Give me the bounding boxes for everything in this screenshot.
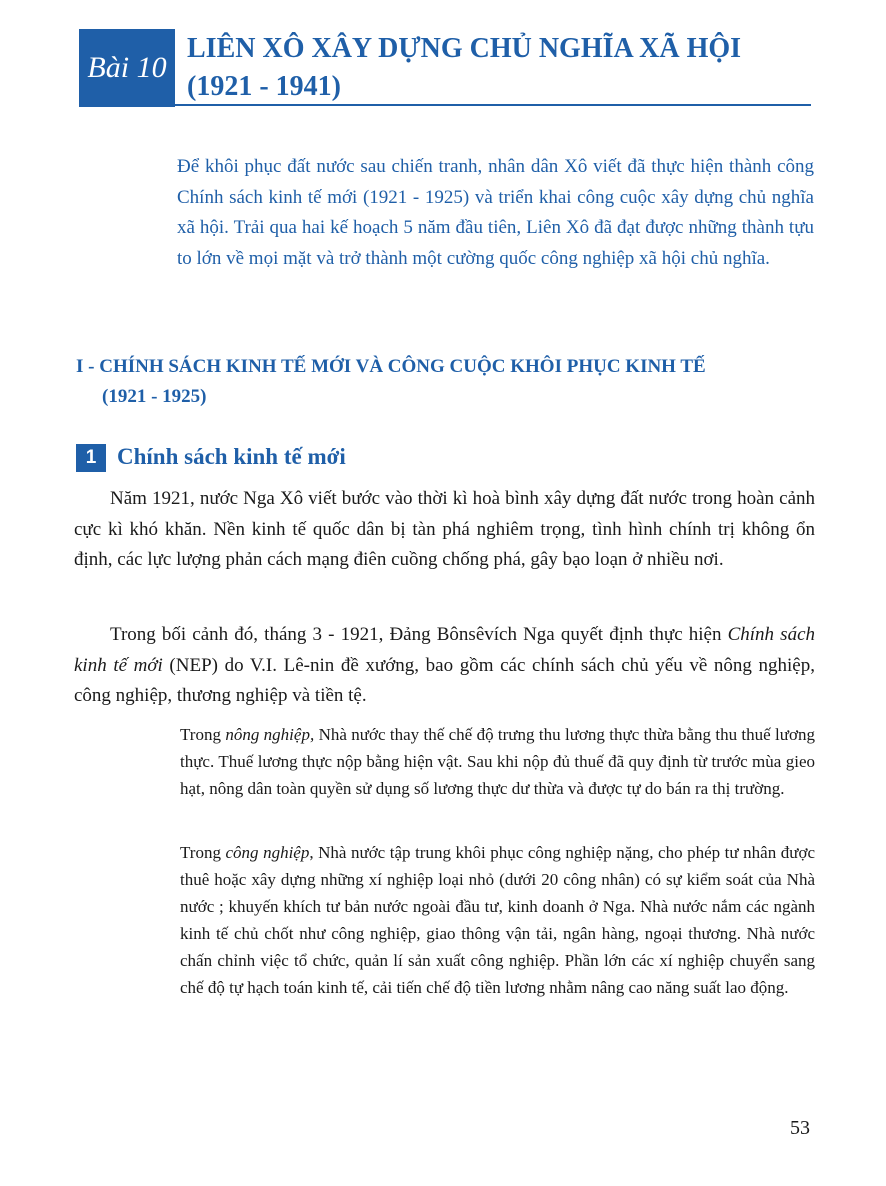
small2-emphasis: công nghiệp <box>225 843 310 862</box>
agriculture-paragraph <box>180 721 815 802</box>
section-heading <box>76 352 816 412</box>
header-rule <box>175 104 811 106</box>
para2-emphasis: Chính sách kinh tế mới <box>74 624 815 676</box>
body-paragraph-1 <box>74 484 815 576</box>
small1-after: Nhà nước thay thế chế độ trưng thu lương thực thừa bằng thu thuế lương thực. Thuế lương thực nộp bằng hiện vật. Sau khi nộp đủ thuế đã quy định từ trước mùa gieo hạt, nông dân toàn quyền sử dụng số lương thực dư thừa và được tự do bán ra thị trường. <box>180 725 815 798</box>
body-paragraph-2 <box>74 620 815 712</box>
lesson-title <box>187 30 741 106</box>
page-number: 53 <box>790 1117 810 1139</box>
small1-emphasis: nông nghiệp, <box>225 725 315 744</box>
para2-after: (NEP) do V.I. Lê-nin đề xướng, bao gồm các chính sách chủ yếu về nông nghiệp, công nghiệp, thương nghiệp và tiền tệ. <box>74 654 815 706</box>
body-paragraph-2-text <box>74 620 815 712</box>
body-paragraph-1-text: Năm 1921, nước Nga Xô viết bước vào thời kì hoà bình xây dựng đất nước trong hoàn cảnh cực kì khó khăn. Nền kinh tế quốc dân bị tàn phá nghiêm trọng, tình hình chính trị không ổn định, các lực lượng phản cách mạng điên cuồng chống phá, gây bạo loạn ở nhiều nơi. <box>74 488 815 570</box>
lesson-title-line2: (1921 - 1941) <box>187 71 341 102</box>
agriculture-paragraph-text <box>180 721 815 802</box>
lesson-badge <box>79 29 175 107</box>
industry-paragraph <box>180 839 815 1001</box>
intro-paragraph: Để khôi phục đất nước sau chiến tranh, nhân dân Xô viết đã thực hiện thành công Chính sách kinh tế mới (1921 - 1925) và triển khai công cuộc xây dựng chủ nghĩa xã hội. Trải qua hai kế hoạch 5 năm đầu tiên, Liên Xô đã đạt được những thành tựu to lớn về mọi mặt và trở thành một cường quốc công nghiệp xã hội chủ nghĩa. <box>177 156 814 269</box>
section-heading-line1: I - CHÍNH SÁCH KINH TẾ MỚI VÀ CÔNG CUỘC KHÔI PHỤC KINH TẾ <box>76 356 706 377</box>
small2-before: Trong <box>180 843 226 862</box>
small2-after: , Nhà nước tập trung khôi phục công nghiệp nặng, cho phép tư nhân được thuê hoặc xây dựng những xí nghiệp loại nhỏ (dưới 20 công nhân) có sự kiểm soát của Nhà nước ; khuyến khích tư bản nước ngoài đầu tư, kinh doanh ở Nga. Nhà nước nắm các ngành kinh tế chủ chốt như công nghiệp, giao thông vận tải, ngân hàng, ngoại thương. Nhà nước chấn chỉnh việc tổ chức, quản lí sản xuất công nghiệp. Phần lớn các xí nghiệp chuyển sang chế độ tự hạch toán kinh tế, cải tiến chế độ tiền lương nhằm nâng cao năng suất lao động. <box>180 843 815 997</box>
small1-before: Trong <box>180 725 226 744</box>
lesson-label: Bài 10 <box>87 51 167 84</box>
subsection-number-text: 1 <box>85 447 97 468</box>
para2-before: Trong bối cảnh đó, tháng 3 - 1921, Đảng Bônsêvích Nga quyết định thực hiện <box>110 624 728 645</box>
section-heading-line2: (1921 - 1925) <box>102 386 207 407</box>
lesson-title-line1: LIÊN XÔ XÂY DỰNG CHỦ NGHĨA XÃ HỘI <box>187 33 742 64</box>
subsection-title: Chính sách kinh tế mới <box>117 444 346 469</box>
subsection-number <box>76 444 106 472</box>
industry-paragraph-text <box>180 839 815 1001</box>
